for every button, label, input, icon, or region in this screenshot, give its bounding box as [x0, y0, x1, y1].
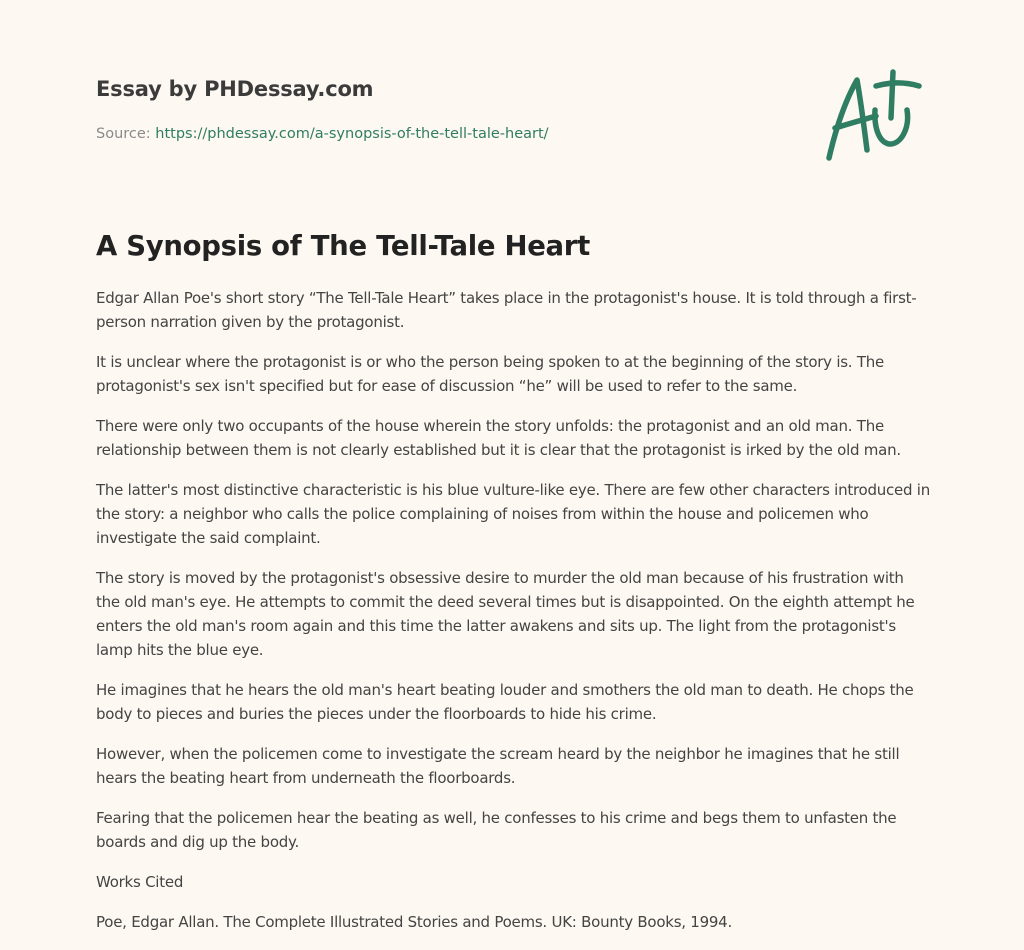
- a-plus-logo-icon: [818, 66, 930, 166]
- essay-title: A Synopsis of The Tell-Tale Heart: [96, 230, 590, 262]
- essay-paragraph: There were only two occupants of the house wherein the story unfolds: the protagonist and an old man. The relationship between them is not clearly established but it is clear that the protagonist is irked by the old man.: [96, 417, 901, 459]
- brand-title: Essay by PHDessay.com: [96, 77, 374, 101]
- essay-body: [96, 286, 930, 950]
- page-header: [96, 74, 796, 144]
- source-line: [96, 124, 796, 144]
- essay-paragraph: Fearing that the policemen hear the beating as well, he confesses to his crime and begs them to unfasten the boards and dig up the body.: [96, 809, 897, 851]
- source-label: Source:: [96, 126, 156, 142]
- works-cited-heading: Works Cited: [96, 873, 184, 891]
- essay-paragraph: Edgar Allan Poe's short story “The Tell-Tale Heart” takes place in the protagonist's house. It is told through a first-person narration given by the protagonist.: [96, 289, 917, 331]
- essay-paragraph: However, when the policemen come to investigate the scream heard by the neighbor he imagines that he still hears the beating heart from underneath the floorboards.: [96, 745, 900, 787]
- essay-paragraph: The story is moved by the protagonist's obsessive desire to murder the old man because of his frustration with the old man's eye. He attempts to commit the deed several times but is disappointed. On the eighth attempt he enters the old man's room again and this time the latter awakens and sits up. The light from the protagonist's lamp hits the blue eye.: [96, 569, 915, 659]
- citation: Poe, Edgar Allan. The Complete Illustrated Stories and Poems. UK: Bounty Books, 1994.: [96, 913, 732, 931]
- essay-paragraph: It is unclear where the protagonist is or who the person being spoken to at the beginning of the story is. The protagonist's sex isn't specified but for ease of discussion “he” will be used to refer to the same.: [96, 353, 884, 395]
- source-link[interactable]: https://phdessay.com/a-synopsis-of-the-tell-tale-heart/: [155, 126, 549, 142]
- essay-paragraph: The latter's most distinctive characteristic is his blue vulture-like eye. There are few other characters introduced in the story: a neighbor who calls the police complaining of noises from within the house and policemen who investigate the said complaint.: [96, 481, 930, 547]
- essay-paragraph: He imagines that he hears the old man's heart beating louder and smothers the old man to death. He chops the body to pieces and buries the pieces under the floorboards to hide his crime.: [96, 681, 914, 723]
